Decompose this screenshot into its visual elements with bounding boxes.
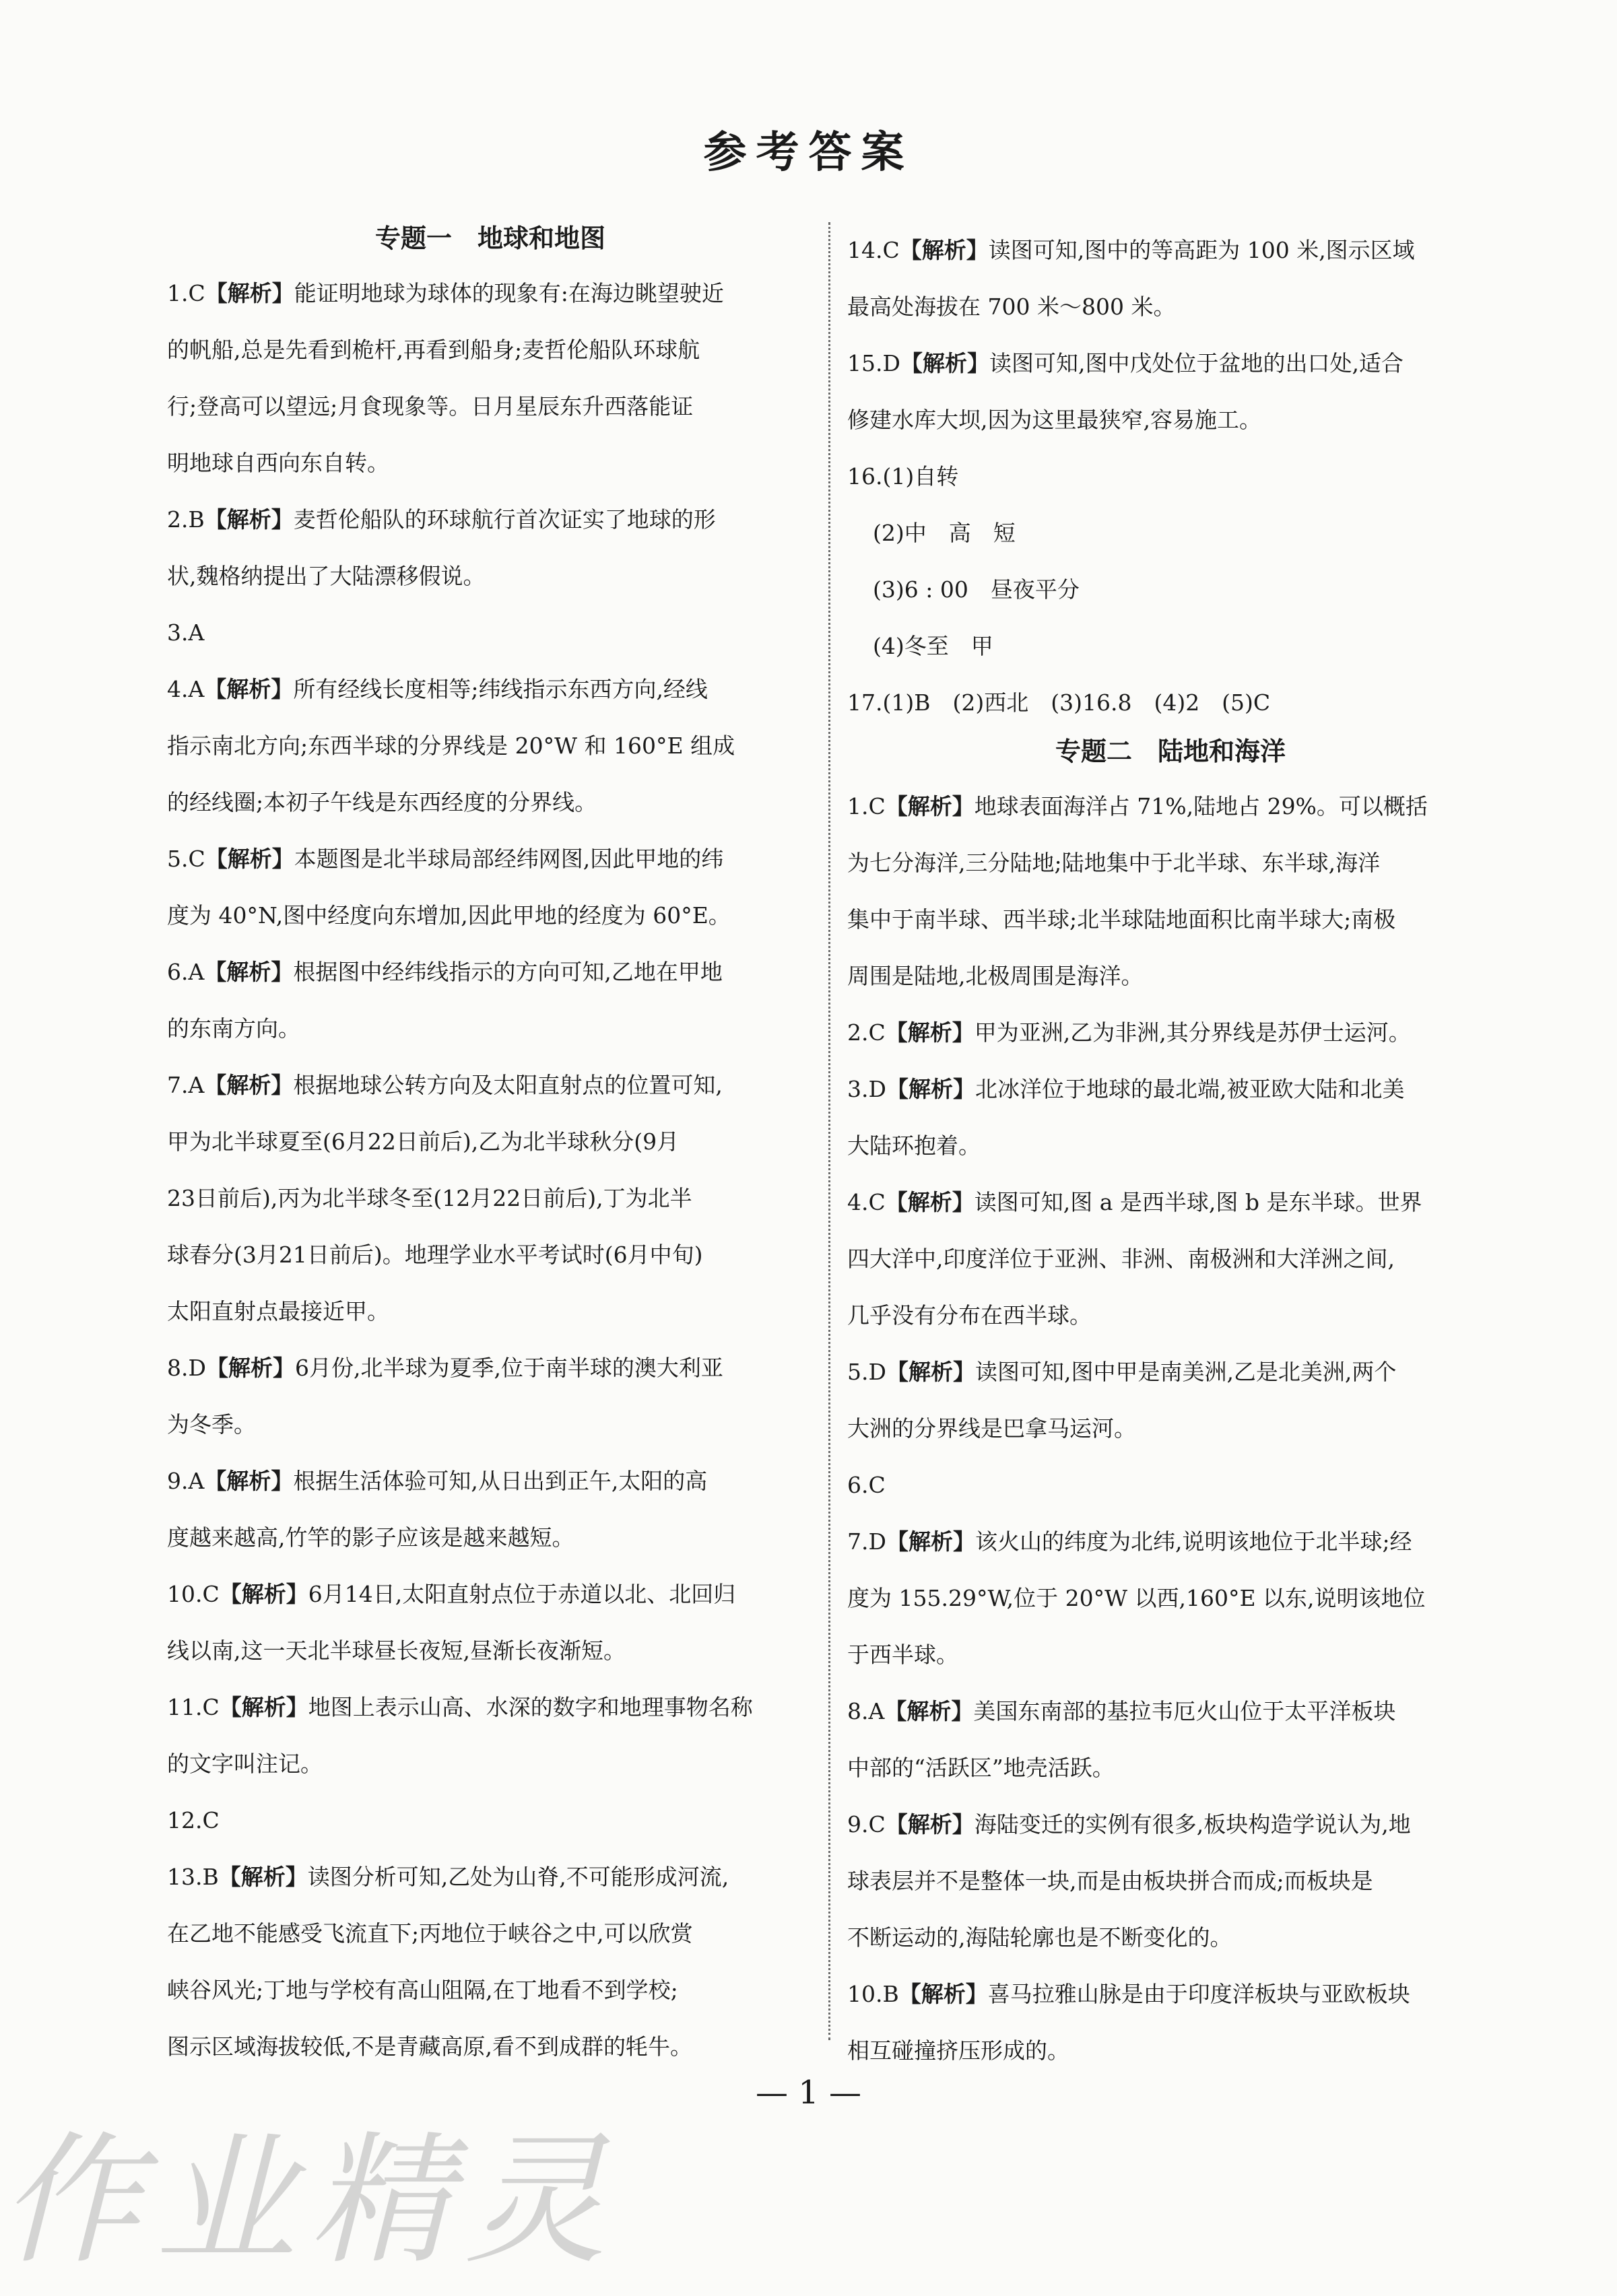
answer-text: 6月份,北半球为夏季,位于南半球的澳大利亚	[294, 1355, 723, 1381]
answer-number: 10.B	[847, 1981, 899, 2007]
answer-text: 几乎没有分布在西半球。	[847, 1302, 1092, 1328]
answer-line	[847, 1796, 1494, 1853]
answer-line	[847, 1910, 1494, 1966]
answer-text: 美国东南部的基拉韦厄火山位于太平洋板块	[973, 1698, 1396, 1724]
answer-line	[847, 1514, 1494, 1570]
answer-line	[167, 1227, 814, 1283]
answer-line	[167, 661, 814, 718]
analysis-tag: 【解析】	[898, 1981, 988, 2007]
answer-line	[847, 948, 1494, 1005]
answer-line	[847, 1231, 1494, 1287]
answer-text: 北冰洋位于地球的最北端,被亚欧大陆和北美	[975, 1076, 1405, 1102]
answer-line	[167, 831, 814, 887]
answer-line	[847, 1400, 1494, 1457]
answer-line	[167, 1905, 814, 1962]
analysis-tag: 【解析】	[204, 1468, 294, 1494]
answer-number: 3.D	[847, 1076, 886, 1102]
watermark-logo: 作业精灵	[0, 2118, 620, 2283]
answer-number: 10.C	[167, 1581, 220, 1607]
analysis-tag: 【解析】	[204, 1072, 294, 1098]
answer-line	[167, 718, 814, 774]
analysis-tag: 【解析】	[219, 1694, 308, 1720]
column-divider	[828, 222, 830, 2040]
answer-text: 线以南,这一天北半球昼长夜短,昼渐长夜渐短。	[167, 1637, 626, 1664]
answer-line	[847, 392, 1494, 448]
answer-number: 12.C	[167, 1807, 220, 1833]
analysis-tag: 【解析】	[899, 237, 989, 263]
answer-number: 2.B	[167, 506, 205, 533]
answer-line	[847, 222, 1494, 279]
answer-text: 在乙地不能感受飞流直下;丙地位于峡谷之中,可以欣赏	[167, 1920, 693, 1947]
answer-number: 5.C	[167, 846, 205, 872]
answer-text: 麦哲伦船队的环球航行首次证实了地球的形	[293, 506, 716, 533]
answer-line	[167, 265, 814, 322]
answer-line	[847, 891, 1494, 948]
analysis-tag: 【解析】	[885, 1019, 975, 1046]
answer-line	[847, 279, 1494, 335]
answer-text: 球表层并不是整体一块,而是由板块拼合而成;而板块是	[847, 1868, 1373, 1894]
answer-line	[847, 835, 1494, 891]
analysis-tag: 【解析】	[219, 1581, 308, 1607]
answer-text: 修建水库大坝,因为这里最狭窄,容易施工。	[847, 407, 1261, 433]
answer-line	[167, 1566, 814, 1623]
answer-line	[167, 1340, 814, 1396]
answer-text: 峡谷风光;丁地与学校有高山阻隔,在丁地看不到学校;	[167, 1977, 678, 2003]
answer-line	[167, 944, 814, 1001]
answer-line	[167, 1623, 814, 1679]
answer-line	[167, 774, 814, 831]
answer-text: 读图分析可知,乙处为山脊,不可能形成河流,	[307, 1864, 729, 1890]
answer-number: 6.A	[167, 959, 205, 985]
answer-text: 的东南方向。	[167, 1015, 300, 1042]
answer-text: 读图可知,图中的等高距为 100 米,图示区域	[988, 237, 1415, 263]
answer-line	[167, 1283, 814, 1340]
answer-text: 的帆船,总是先看到桅杆,再看到船身;麦哲伦船队环球航	[167, 337, 700, 363]
answer-number: 9.A	[167, 1468, 205, 1494]
answer-text: 周围是陆地,北极周围是海洋。	[847, 963, 1144, 989]
answer-text: 23日前后),丙为北半球冬至(12月22日前后),丁为北半	[167, 1185, 692, 1211]
answer-line	[167, 1114, 814, 1170]
answer-text: 大陆环抱着。	[847, 1133, 981, 1159]
answer-line	[847, 1740, 1494, 1796]
answer-line	[167, 492, 814, 548]
analysis-tag: 【解析】	[218, 1864, 308, 1890]
answer-number: 1.C	[167, 280, 205, 306]
answer-list-right-top	[847, 222, 1494, 505]
answer-line	[167, 322, 814, 378]
answer-text: 相互碰撞挤压形成的。	[847, 2037, 1069, 2064]
answer-number: 17.	[847, 689, 883, 716]
answer-text: 四大洋中,印度洋位于亚洲、非洲、南极洲和大洋洲之间,	[847, 1246, 1395, 1272]
answer-text: 读图可知,图中甲是南美洲,乙是北美洲,两个	[975, 1359, 1397, 1385]
answer-line	[167, 2019, 814, 2075]
answer-number: 8.D	[167, 1355, 206, 1381]
page-title: 参考答案	[703, 127, 914, 178]
answer-line	[167, 1792, 814, 1849]
answer-text: 状,魏格纳提出了大陆漂移假说。	[167, 563, 486, 589]
answer-text: 本题图是北半球局部经纬网图,因此甲地的纬	[294, 846, 724, 872]
answer-line	[847, 1287, 1494, 1344]
answer-line	[847, 1853, 1494, 1910]
right-column	[847, 222, 1494, 2079]
answer-line	[167, 1001, 814, 1057]
analysis-tag: 【解析】	[205, 280, 294, 306]
answer-text: 为冬季。	[167, 1411, 256, 1438]
q16-sub-answer: (2)中 高 短	[873, 520, 1016, 546]
answer-text: 地图上表示山高、水深的数字和地理事物名称	[308, 1694, 753, 1720]
answer-text: 该火山的纬度为北纬,说明该地位于北半球;经	[975, 1528, 1412, 1555]
answer-number: 6.C	[847, 1472, 886, 1498]
answer-text: 海陆变迁的实例有很多,板块构造学说认为,地	[974, 1811, 1411, 1837]
answer-text: 最高处海拔在 700 米～800 米。	[847, 294, 1176, 320]
answer-text: 甲为亚洲,乙为非洲,其分界线是苏伊士运河。	[974, 1019, 1411, 1046]
answer-number: 16.	[847, 463, 883, 489]
answer-number: 9.C	[847, 1811, 886, 1837]
answer-number: 2.C	[847, 1019, 886, 1046]
analysis-tag: 【解析】	[886, 1528, 975, 1555]
answer-number: 7.A	[167, 1072, 205, 1098]
analysis-tag: 【解析】	[204, 506, 294, 533]
analysis-tag: 【解析】	[885, 1189, 975, 1215]
answer-line	[167, 1679, 814, 1736]
q16-sub-answers	[847, 505, 1494, 675]
analysis-tag: 【解析】	[886, 1076, 975, 1102]
analysis-tag: 【解析】	[886, 1359, 975, 1385]
answer-line	[847, 1570, 1494, 1627]
answer-number: 14.C	[847, 237, 900, 263]
answer-line	[167, 1962, 814, 2019]
answer-line	[847, 448, 1494, 505]
answer-line	[847, 1457, 1494, 1514]
answer-line	[167, 435, 814, 492]
answer-text: 指示南北方向;东西半球的分界线是 20°W 和 160°E 组成	[167, 733, 735, 759]
answer-text: 根据地球公转方向及太阳直射点的位置可知,	[293, 1072, 723, 1098]
answer-number: 3.A	[167, 619, 205, 646]
answer-text: 读图可知,图中戊处位于盆地的出口处,适合	[989, 350, 1404, 376]
analysis-tag: 【解析】	[885, 1811, 975, 1837]
answer-text: 的经线圈;本初子午线是东西经度的分界线。	[167, 789, 597, 815]
q16-sub-answer: (4)冬至 甲	[873, 633, 993, 659]
answer-text: 度越来越高,竹竿的影子应该是越来越短。	[167, 1524, 574, 1551]
answer-text: 集中于南半球、西半球;北半球陆地面积比南半球大;南极	[847, 906, 1396, 933]
analysis-tag: 【解析】	[205, 1355, 295, 1381]
answer-line	[167, 378, 814, 435]
q16-sub-answer: (3)6 : 00 昼夜平分	[873, 576, 1080, 603]
answer-line	[847, 778, 1494, 835]
answer-number: 15.D	[847, 350, 900, 376]
answer-text: 行;登高可以望远;月食现象等。日月星辰东升西落能证	[167, 393, 694, 419]
page-number: — 1 —	[755, 2074, 862, 2112]
answer-line	[847, 1344, 1494, 1400]
answer-number: 5.D	[847, 1359, 886, 1385]
answer-text: 喜马拉雅山脉是由于印度洋板块与亚欧板块	[987, 1981, 1410, 2007]
answer-line	[167, 1396, 814, 1453]
answer-line	[847, 1061, 1494, 1118]
answer-text: 为七分海洋,三分陆地;陆地集中于北半球、东半球,海洋	[847, 850, 1381, 876]
answer-text: 太阳直射点最接近甲。	[167, 1298, 389, 1324]
answer-text: 甲为北半球夏至(6月22日前后),乙为北半球秋分(9月	[167, 1128, 680, 1155]
analysis-tag: 【解析】	[900, 350, 989, 376]
answer-text: 图示区域海拔较低,不是青藏高原,看不到成群的牦牛。	[167, 2033, 692, 2060]
answer-text: 地球表面海洋占 71%,陆地占 29%。可以概括	[974, 793, 1428, 819]
analysis-tag: 【解析】	[884, 1698, 974, 1724]
answer-line	[847, 335, 1494, 392]
answer-number: 8.A	[847, 1698, 885, 1724]
answer-text: 大洲的分界线是巴拿马运河。	[847, 1415, 1136, 1442]
answer-line	[847, 1627, 1494, 1683]
answer-line	[167, 605, 814, 661]
answer-text: 6月14日,太阳直射点位于赤道以北、北回归	[308, 1581, 736, 1607]
answer-number: 4.C	[847, 1189, 886, 1215]
answer-line	[167, 1170, 814, 1227]
answer-text: 明地球自西向东自转。	[167, 450, 389, 476]
answer-text: (1)自转	[882, 463, 959, 489]
answer-text: 球春分(3月21日前后)。地理学业水平考试时(6月中旬)	[167, 1242, 703, 1268]
answer-line	[847, 2023, 1494, 2079]
answer-text: (1)B (2)西北 (3)16.8 (4)2 (5)C	[882, 689, 1271, 716]
answer-number: 1.C	[847, 793, 886, 819]
answer-line	[167, 1453, 814, 1510]
answer-line	[847, 1966, 1494, 2023]
answer-line	[167, 1849, 814, 1905]
analysis-tag: 【解析】	[885, 793, 975, 819]
answer-item-17	[847, 675, 1494, 731]
answer-line	[847, 1683, 1494, 1740]
analysis-tag: 【解析】	[204, 959, 294, 985]
answer-text: 读图可知,图 a 是西半球,图 b 是东半球。世界	[974, 1189, 1422, 1215]
left-column	[167, 222, 814, 2075]
analysis-tag: 【解析】	[204, 676, 294, 702]
answer-line	[847, 1174, 1494, 1231]
answer-text: 能证明地球为球体的现象有:在海边眺望驶近	[294, 280, 724, 306]
answer-line	[847, 1005, 1494, 1061]
answer-number: 7.D	[847, 1528, 886, 1555]
answer-text: 根据生活体验可知,从日出到正午,太阳的高	[293, 1468, 708, 1494]
answer-line	[167, 548, 814, 605]
answer-text: 所有经线长度相等;纬线指示东西方向,经线	[293, 676, 708, 702]
answer-list-right-bottom	[847, 778, 1494, 2079]
answer-number: 11.C	[167, 1694, 220, 1720]
answer-list-left	[167, 265, 814, 2075]
answer-line	[167, 1057, 814, 1114]
answer-line	[847, 1118, 1494, 1174]
answer-text: 度为 155.29°W,位于 20°W 以西,160°E 以东,说明该地位	[847, 1585, 1426, 1611]
answer-text: 根据图中经纬线指示的方向可知,乙地在甲地	[293, 959, 723, 985]
answer-text: 的文字叫注记。	[167, 1751, 323, 1777]
section-title-2: 专题二 陆地和海洋	[1055, 736, 1286, 766]
analysis-tag: 【解析】	[205, 846, 294, 872]
answer-line	[167, 887, 814, 944]
answer-line	[167, 1510, 814, 1566]
answer-number: 13.B	[167, 1864, 219, 1890]
answer-text: 中部的“活跃区”地壳活跃。	[847, 1755, 1115, 1781]
answer-number: 4.A	[167, 676, 205, 702]
section-title-1: 专题一 地球和地图	[374, 223, 605, 253]
answer-text: 度为 40°N,图中经度向东增加,因此甲地的经度为 60°E。	[167, 902, 731, 928]
answer-text: 于西半球。	[847, 1642, 958, 1668]
answer-text: 不断运动的,海陆轮廓也是不断变化的。	[847, 1924, 1232, 1951]
answer-line	[167, 1736, 814, 1792]
